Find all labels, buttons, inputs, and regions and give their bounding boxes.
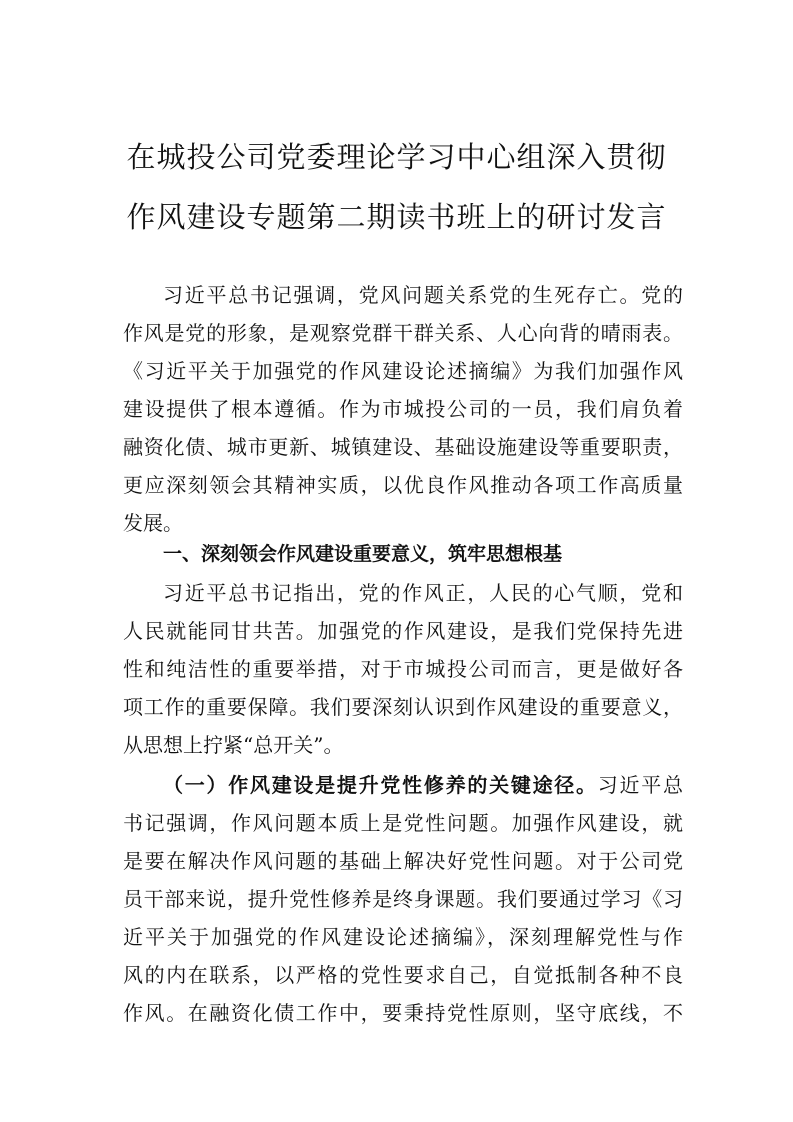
document-title-line-2: 作风建设专题第二期读书班上的研讨发言	[126, 200, 667, 234]
paragraph-line: 近平关于加强党的作风建设论述摘编》，深刻理解党性与作	[123, 925, 683, 949]
paragraph-line: 作风是党的形象，是观察党群干群关系、人心向背的晴雨表。	[123, 321, 683, 345]
paragraph-line: 从思想上拧紧“总开关”。	[123, 733, 344, 757]
paragraph-line: 风的内在联系，以严格的党性要求自己，自觉抵制各种不良	[123, 963, 683, 987]
paragraph-line: 更应深刻领会其精神实质，以优良作风推动各项工作高质量	[123, 473, 683, 497]
paragraph-line: 建设提供了根本遵循。作为市城投公司的一员，我们肩负着	[123, 397, 683, 421]
paragraph-line: 员干部来说，提升党性修养是终身课题。我们要通过学习《习	[123, 887, 683, 911]
paragraph-line: 《习近平关于加强党的作风建设论述摘编》为我们加强作风	[123, 359, 683, 383]
section-heading-1: 一、深刻领会作风建设重要意义，筑牢思想根基	[163, 543, 563, 565]
subsection-first-line-text: 习近平总	[597, 773, 684, 797]
subsection-heading-1: （一）作风建设是提升党性修养的关键途径。	[163, 773, 598, 797]
document-title-line-1: 在城投公司党委理论学习中心组深入贯彻	[126, 140, 667, 174]
subsection-first-line	[163, 766, 683, 804]
paragraph-line: 习近平总书记指出，党的作风正，人民的心气顺，党和	[163, 581, 683, 605]
paragraph-line: 人民就能同甘共苦。加强党的作风建设，是我们党保持先进	[123, 619, 683, 643]
paragraph-line: 书记强调，作风问题本质上是党性问题。加强作风建设，就	[123, 811, 683, 835]
paragraph-line: 性和纯洁性的重要举措，对于市城投公司而言，更是做好各	[123, 657, 683, 681]
paragraph-line: 融资化债、城市更新、城镇建设、基础设施建设等重要职责，	[123, 435, 683, 459]
paragraph-line: 是要在解决作风问题的基础上解决好党性问题。对于公司党	[123, 849, 683, 873]
paragraph-line: 发展。	[123, 511, 183, 535]
paragraph-line: 习近平总书记强调，党风问题关系党的生死存亡。党的	[163, 283, 683, 307]
paragraph-line: 作风。在融资化债工作中，要秉持党性原则，坚守底线，不	[123, 1001, 683, 1025]
paragraph-line: 项工作的重要保障。我们要深刻认识到作风建设的重要意义，	[123, 695, 683, 719]
